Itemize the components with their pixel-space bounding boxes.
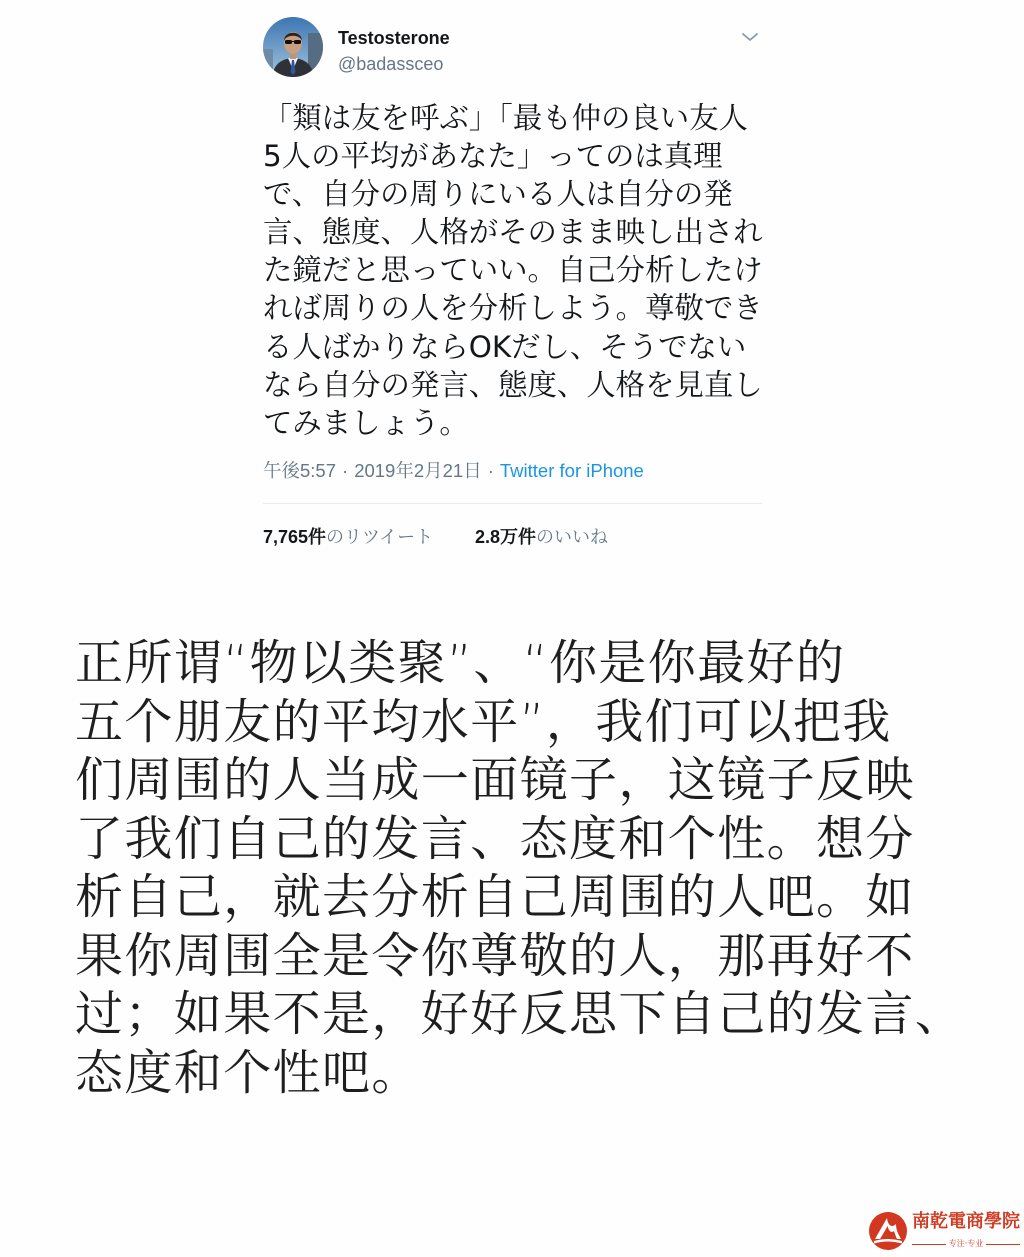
tweet-text-line: なら自分の発言、態度、人格を見直し: [263, 367, 763, 402]
tweet-time[interactable]: 午後5:57: [263, 460, 337, 481]
tweet-text-line: で、自分の周りにいる人は自分の発: [263, 177, 733, 212]
translation-line: 果你周围全是令你尊敬的人，那再好不: [75, 927, 915, 984]
retweet-count[interactable]: [263, 526, 433, 548]
translation-line: 态度和个性吧。: [75, 1044, 421, 1101]
tweet-text-line: てみましょう。: [263, 405, 469, 440]
author-handle[interactable]: @badassceo: [338, 54, 444, 74]
tweet-text-line: た鏡だと思っていい。自己分析したけ: [263, 253, 763, 288]
tweet-source-link[interactable]: Twitter for iPhone: [499, 460, 644, 481]
chevron-down-icon[interactable]: [740, 30, 760, 44]
tweet-timestamp: [263, 460, 644, 482]
tweet-text-line: れば周りの人を分析しよう。尊敬でき: [263, 291, 763, 326]
tweet-card: [0, 0, 1024, 570]
translation-line: 了我们自己的发言、态度和个性。想分: [75, 810, 915, 867]
watermark-slogan: 专注·专业: [948, 1239, 984, 1248]
tweet-text: [263, 99, 783, 442]
like-count-label: のいいね: [536, 527, 609, 547]
retweet-count-label: のリツイート: [326, 527, 434, 547]
translation-line: 析自己，就去分析自己周围的人吧。如: [75, 869, 915, 925]
tweet-text-line: る人ばかりならOKだし、そうでない: [263, 329, 747, 364]
watermark-slogan-row: [912, 1238, 1020, 1250]
watermark-logo: [866, 1208, 1022, 1254]
tweet-text-line: 「類は友を呼ぶ」「最も仲の良い友人: [263, 101, 748, 135]
tweet-date[interactable]: 2019年2月21日: [354, 460, 482, 481]
watermark-rule-right: [986, 1244, 1020, 1245]
translation-line: 五个朋友的平均水平”，我们可以把我: [75, 693, 892, 750]
retweet-count-number: 7,765件: [263, 527, 327, 547]
watermark-name: 南乾電商學院: [912, 1211, 1020, 1232]
tweet-text-line: 5人の平均があなた」ってのは真理: [263, 139, 723, 174]
chinese-translation: [75, 634, 1015, 1102]
stats-divider: [263, 503, 762, 504]
translation-line: 过；如果不是，好好反思下自己的发言、: [75, 986, 965, 1042]
tweet-text-line: 言、態度、人格がそのまま映し出され: [263, 215, 763, 250]
profile-photo-icon: [263, 17, 323, 77]
timestamp-separator: ·: [342, 460, 349, 481]
author-name[interactable]: Testosterone: [338, 28, 450, 48]
flame-emblem-icon: [868, 1211, 908, 1251]
translation-line: 们周围的人当成一面镜子，这镜子反映: [75, 752, 915, 808]
watermark-rule-left: [912, 1244, 946, 1245]
author-avatar[interactable]: [263, 17, 323, 77]
translation-line: 正所谓“物以类聚”、“你是你最好的: [75, 635, 846, 691]
like-count[interactable]: [475, 526, 608, 548]
like-count-number: 2.8万件: [475, 527, 537, 547]
timestamp-separator: ·: [487, 460, 494, 481]
